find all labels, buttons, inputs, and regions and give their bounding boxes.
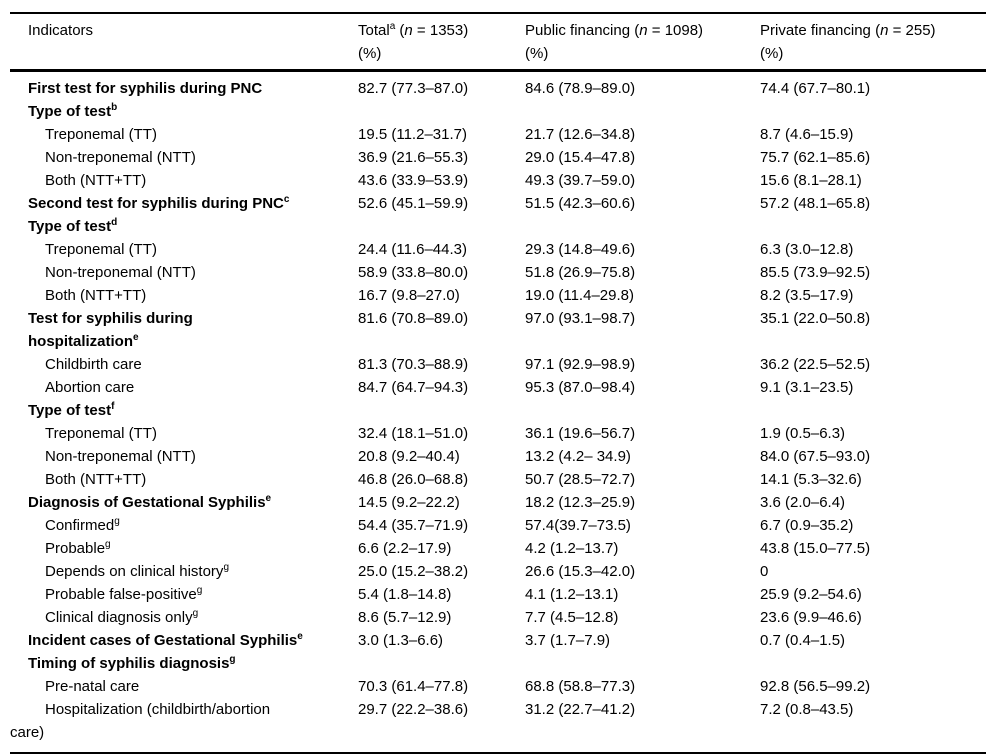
cell-value: 0.7 (0.4–1.5) <box>760 632 846 649</box>
cell-value <box>358 652 525 675</box>
column-header-label: Total$^a$ (n = 1353) <box>358 21 469 39</box>
column-header-indicators <box>10 13 358 71</box>
column-header-total <box>358 13 525 71</box>
row-label-line: Non-treponemal (NTT) <box>45 149 196 166</box>
row-label <box>10 629 358 652</box>
cell-value: 6.6 (2.2–17.9) <box>358 540 452 557</box>
row-label <box>10 422 358 445</box>
row-label <box>10 491 358 514</box>
row-label <box>10 583 358 606</box>
row-label-line: Treponemal (TT) <box>45 241 157 258</box>
cell-value: 74.4 (67.7–80.1) <box>760 80 871 97</box>
cell-value <box>358 100 525 123</box>
syphilis-testing-table <box>10 12 986 754</box>
table-row <box>10 261 986 284</box>
footnote-marker: c <box>283 194 290 205</box>
row-label <box>10 238 358 261</box>
cell-value: 97.0 (93.1–98.7) <box>525 310 636 327</box>
row-label <box>10 399 358 422</box>
table-row <box>10 491 986 514</box>
cell-value: 14.5 (9.2–22.2) <box>358 494 460 511</box>
row-label <box>10 468 358 491</box>
row-label <box>10 560 358 583</box>
row-label <box>10 652 358 675</box>
cell-value: 6.3 (3.0–12.8) <box>760 241 854 258</box>
row-label-line: Childbirth care <box>45 356 142 373</box>
row-label <box>10 146 358 169</box>
cell-value: 84.0 (67.5–93.0) <box>760 448 871 465</box>
cell-value: 8.2 (3.5–17.9) <box>760 287 854 304</box>
row-label <box>10 445 358 468</box>
row-label-line: hospitalization$^e$ <box>28 332 139 350</box>
cell-value <box>760 399 986 422</box>
table-row <box>10 215 986 238</box>
column-header-label: Indicators <box>28 22 94 39</box>
cell-value: 16.7 (9.8–27.0) <box>358 287 460 304</box>
n-symbol: n <box>404 22 413 39</box>
cell-value: 29.0 (15.4–47.8) <box>525 149 636 166</box>
cell-value: 58.9 (33.8–80.0) <box>358 264 469 281</box>
cell-value: 82.7 (77.3–87.0) <box>358 80 469 97</box>
cell-value <box>760 652 986 675</box>
cell-value: 4.2 (1.2–13.7) <box>525 540 619 557</box>
cell-value: 8.7 (4.6–15.9) <box>760 126 854 143</box>
table-row <box>10 123 986 146</box>
row-label <box>10 100 358 123</box>
row-label-line: Treponemal (TT) <box>45 126 157 143</box>
cell-value: 31.2 (22.7–41.2) <box>525 701 636 718</box>
footnote-marker: g <box>105 539 111 550</box>
cell-value: 75.7 (62.1–85.6) <box>760 149 871 166</box>
table-row <box>10 560 986 583</box>
percent-unit: (%) <box>525 45 549 62</box>
cell-value: 24.4 (11.6–44.3) <box>358 241 467 258</box>
column-header-public-financing <box>525 13 760 71</box>
table-row <box>10 284 986 307</box>
table-row <box>10 422 986 445</box>
table-body <box>10 71 986 754</box>
cell-value: 0 <box>760 563 769 580</box>
cell-value <box>525 652 760 675</box>
cell-value: 95.3 (87.0–98.4) <box>525 379 636 396</box>
cell-value: 4.1 (1.2–13.1) <box>525 586 619 603</box>
cell-value: 32.4 (18.1–51.0) <box>358 425 469 442</box>
row-label <box>10 261 358 284</box>
percent-unit: (%) <box>358 45 382 62</box>
row-label <box>10 353 358 376</box>
cell-value: 51.8 (26.9–75.8) <box>525 264 636 281</box>
cell-value: 54.4 (35.7–71.9) <box>358 517 469 534</box>
cell-value: 7.2 (0.8–43.5) <box>760 701 854 718</box>
cell-value: 70.3 (61.4–77.8) <box>358 678 469 695</box>
cell-value: 36.1 (19.6–56.7) <box>525 425 636 442</box>
cell-value: 50.7 (28.5–72.7) <box>525 471 636 488</box>
cell-value: 43.6 (33.9–53.9) <box>358 172 469 189</box>
footnote-marker: g <box>192 608 199 619</box>
row-label <box>10 376 358 399</box>
cell-value: 29.7 (22.2–38.6) <box>358 701 469 718</box>
cell-value: 46.8 (26.0–68.8) <box>358 471 469 488</box>
table-row <box>10 238 986 261</box>
cell-value: 35.1 (22.0–50.8) <box>760 310 871 327</box>
cell-value: 92.8 (56.5–99.2) <box>760 678 871 695</box>
cell-value: 97.1 (92.9–98.9) <box>525 356 636 373</box>
cell-value: 57.2 (48.1–65.8) <box>760 195 871 212</box>
cell-value: 3.6 (2.0–6.4) <box>760 494 846 511</box>
cell-value: 3.0 (1.3–6.6) <box>358 632 444 649</box>
cell-value <box>358 399 525 422</box>
row-label <box>10 514 358 537</box>
row-label-line: Type of test$^d$ <box>28 217 118 235</box>
row-label-line: Treponemal (TT) <box>45 425 157 442</box>
row-label-line: Both (NTT+TT) <box>45 172 147 189</box>
cell-value <box>525 215 760 238</box>
table-row <box>10 629 986 652</box>
percent-unit: (%) <box>760 45 784 62</box>
row-label <box>10 284 358 307</box>
row-label <box>10 192 358 215</box>
cell-value: 15.6 (8.1–28.1) <box>760 172 862 189</box>
table-row <box>10 169 986 192</box>
table-row <box>10 514 986 537</box>
cell-value <box>525 100 760 123</box>
table-row <box>10 71 986 101</box>
cell-value <box>760 215 986 238</box>
cell-value: 19.0 (11.4–29.8) <box>525 287 634 304</box>
cell-value: 29.3 (14.8–49.6) <box>525 241 636 258</box>
row-label-line: Type of test$^f$ <box>28 401 115 419</box>
row-label-line: First test for syphilis during PNC <box>28 80 263 97</box>
table-row <box>10 583 986 606</box>
column-header-private-financing <box>760 13 986 71</box>
footnote-marker: a <box>389 21 396 32</box>
cell-value: 25.0 (15.2–38.2) <box>358 563 469 580</box>
table-row <box>10 399 986 422</box>
row-label-line: Hospitalization (childbirth/abortion <box>45 701 271 718</box>
table-row <box>10 353 986 376</box>
table-row <box>10 698 986 753</box>
row-label <box>10 606 358 629</box>
n-symbol: n <box>639 22 648 39</box>
cell-value: 81.3 (70.3–88.9) <box>358 356 469 373</box>
row-label <box>10 169 358 192</box>
row-label <box>10 698 358 753</box>
row-label <box>10 537 358 560</box>
table-row <box>10 307 986 353</box>
cell-value: 14.1 (5.3–32.6) <box>760 471 862 488</box>
column-header-label: Private financing (n = 255) <box>760 22 936 39</box>
row-label-line: Second test for syphilis during PNC$^c$ <box>28 194 290 212</box>
table-row <box>10 468 986 491</box>
cell-value: 1.9 (0.5–6.3) <box>760 425 846 442</box>
cell-value: 84.7 (64.7–94.3) <box>358 379 469 396</box>
row-label-line: Timing of syphilis diagnosis$^g$ <box>28 654 236 672</box>
row-label-line: Clinical diagnosis only$^g$ <box>45 608 199 626</box>
cell-value: 81.6 (70.8–89.0) <box>358 310 469 327</box>
cell-value <box>760 100 986 123</box>
cell-value: 19.5 (11.2–31.7) <box>358 126 467 143</box>
row-label <box>10 123 358 146</box>
row-label-line: care) <box>10 724 45 741</box>
row-label <box>10 675 358 698</box>
n-symbol: n <box>880 22 889 39</box>
header-row <box>10 13 986 71</box>
table-row <box>10 445 986 468</box>
cell-value: 51.5 (42.3–60.6) <box>525 195 636 212</box>
row-label-line: Incident cases of Gestational Syphilis$^e$ <box>28 631 303 649</box>
cell-value: 52.6 (45.1–59.9) <box>358 195 469 212</box>
cell-value: 26.6 (15.3–42.0) <box>525 563 636 580</box>
cell-value: 49.3 (39.7–59.0) <box>525 172 636 189</box>
table-row <box>10 100 986 123</box>
table-row <box>10 376 986 399</box>
column-header-label: Public financing (n = 1098) <box>525 22 704 39</box>
table-row <box>10 606 986 629</box>
row-label <box>10 71 358 101</box>
footnote-marker: e <box>265 493 272 504</box>
table-header <box>10 13 986 71</box>
row-label-line: Diagnosis of Gestational Syphilis$^e$ <box>28 493 272 511</box>
footnote-marker: e <box>133 332 139 343</box>
table-row <box>10 652 986 675</box>
row-label <box>10 307 358 353</box>
table-row <box>10 537 986 560</box>
cell-value: 5.4 (1.8–14.8) <box>358 586 452 603</box>
cell-value: 85.5 (73.9–92.5) <box>760 264 871 281</box>
row-label-line: Test for syphilis during <box>28 310 193 327</box>
cell-value: 68.8 (58.8–77.3) <box>525 678 636 695</box>
cell-value: 25.9 (9.2–54.6) <box>760 586 862 603</box>
row-label <box>10 215 358 238</box>
row-label-line: Confirmed$^g$ <box>45 516 120 534</box>
row-label-line: Abortion care <box>45 379 135 396</box>
row-label-line: Non-treponemal (NTT) <box>45 448 196 465</box>
row-label-line: Pre-natal care <box>45 678 140 695</box>
row-label-line: Type of test$^b$ <box>28 102 118 120</box>
cell-value: 7.7 (4.5–12.8) <box>525 609 619 626</box>
cell-value: 6.7 (0.9–35.2) <box>760 517 854 534</box>
cell-value: 13.2 (4.2– 34.9) <box>525 448 631 465</box>
table-row <box>10 675 986 698</box>
row-label-line: Probable$^g$ <box>45 539 111 557</box>
cell-value: 21.7 (12.6–34.8) <box>525 126 636 143</box>
row-label-line: Both (NTT+TT) <box>45 471 147 488</box>
row-label-line: Non-treponemal (NTT) <box>45 264 196 281</box>
row-label-line: Depends on clinical history$^g$ <box>45 562 229 580</box>
cell-value: 3.7 (1.7–7.9) <box>525 632 611 649</box>
table-row <box>10 146 986 169</box>
cell-value: 43.8 (15.0–77.5) <box>760 540 871 557</box>
cell-value: 57.4(39.7–73.5) <box>525 517 631 534</box>
footnote-marker: g <box>196 585 203 596</box>
cell-value: 36.2 (22.5–52.5) <box>760 356 871 373</box>
footnote-marker: g <box>114 516 120 527</box>
footnote-marker: d <box>111 217 118 228</box>
cell-value: 84.6 (78.9–89.0) <box>525 80 636 97</box>
cell-value: 8.6 (5.7–12.9) <box>358 609 452 626</box>
cell-value: 23.6 (9.9–46.6) <box>760 609 862 626</box>
cell-value <box>525 399 760 422</box>
cell-value: 9.1 (3.1–23.5) <box>760 379 854 396</box>
cell-value <box>358 215 525 238</box>
cell-value: 18.2 (12.3–25.9) <box>525 494 636 511</box>
footnote-marker: e <box>297 631 303 642</box>
row-label-line: Probable false-positive$^g$ <box>45 585 203 603</box>
footnote-marker: b <box>111 102 118 113</box>
cell-value: 20.8 (9.2–40.4) <box>358 448 460 465</box>
table-row <box>10 192 986 215</box>
cell-value: 36.9 (21.6–55.3) <box>358 149 469 166</box>
footnote-marker: f <box>111 401 115 412</box>
footnote-marker: g <box>229 654 236 665</box>
row-label-line: Both (NTT+TT) <box>45 287 147 304</box>
footnote-marker: g <box>223 562 229 573</box>
